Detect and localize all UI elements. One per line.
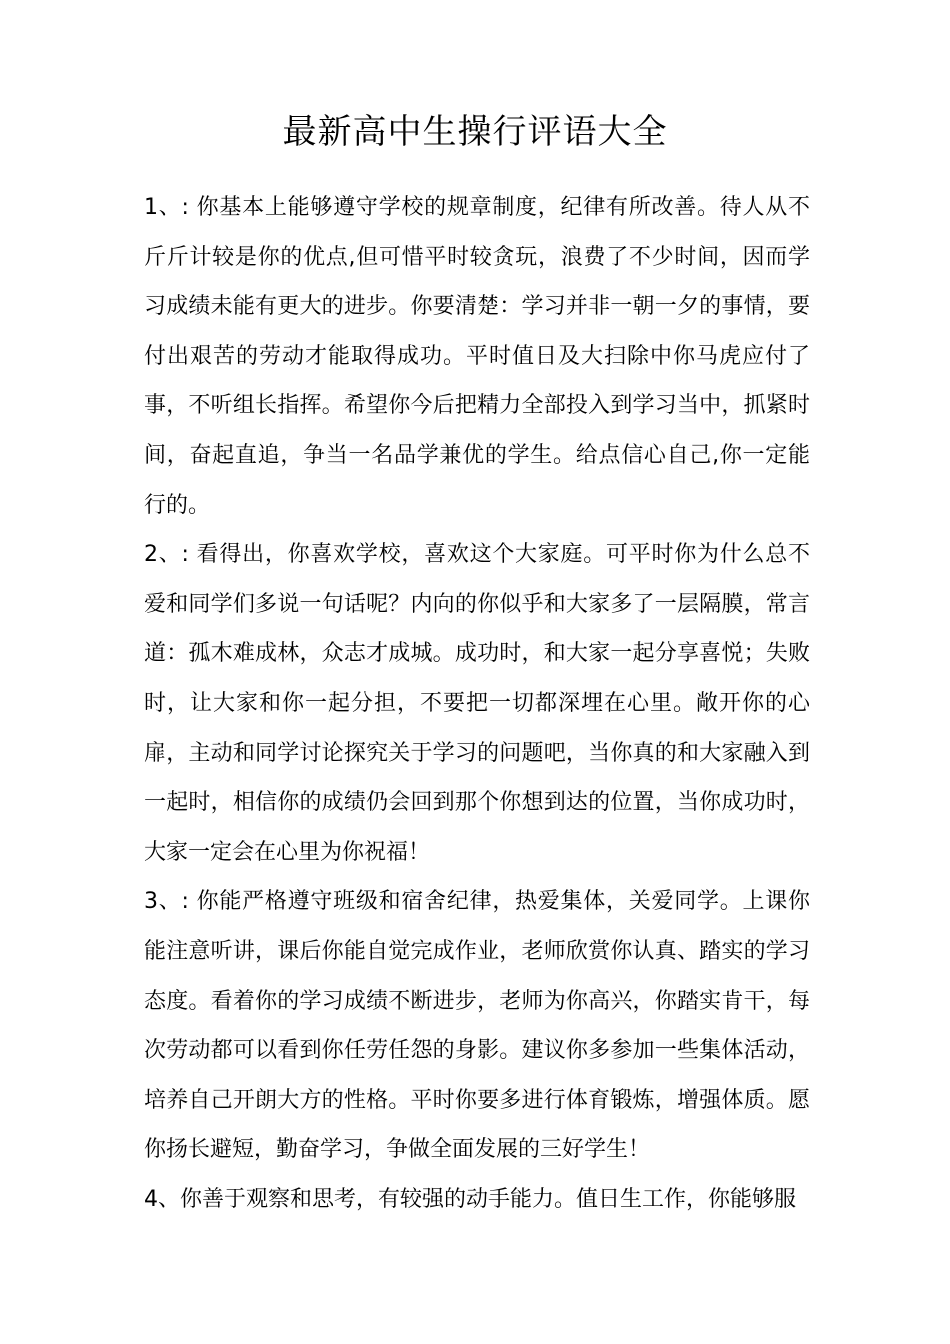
document-title: 最新高中生操行评语大全	[282, 112, 668, 152]
document-body	[144, 183, 810, 1224]
comment-paragraph-4: 4、你善于观察和思考，有较强的动手能力。值日生工作，你能够服	[144, 1186, 796, 1212]
comment-paragraph-2: 2、: 看得出，你喜欢学校，喜欢这个大家庭。可平时你为什么总不爱和同学们多说一句话呢？内向的你似乎和大家多了一层隔膜，常言道：孤木难成林，众志才成城。成功时，和大家一起分享喜悦；失败时，让大家和你一起分担，不要把一切都深埋在心里。敞开你的心扉，主动和同学讨论探究关于学习的问题吧，当你真的和大家融入到一起时，相信你的成绩仍会回到那个你想到达的位置，当你成功时，大家一定会在心里为你祝福！	[144, 542, 810, 865]
comment-paragraph-1: 1、: 你基本上能够遵守学校的规章制度，纪律有所改善。待人从不斤斤计较是你的优点,但可惜平时较贪玩，浪费了不少时间，因而学习成绩未能有更大的进步。你要清楚：学习并非一朝一夕的事情，要付出艰苦的劳动才能取得成功。平时值日及大扫除中你马虎应付了事，不听组长指挥。希望你今后把精力全部投入到学习当中，抓紧时间，奋起直追，争当一名品学兼优的学生。给点信心自己,你一定能行的。	[144, 195, 810, 518]
comment-paragraph-3: 3、: 你能严格遵守班级和宿舍纪律，热爱集体，关爱同学。上课你能注意听讲，课后你能自觉完成作业，老师欣赏你认真、踏实的学习态度。看着你的学习成绩不断进步，老师为你高兴，你踏实肯干，每次劳动都可以看到你任劳任怨的身影。建议你多参加一些集体活动，培养自己开朗大方的性格。平时你要多进行体育锻炼，增强体质。愿你扬长避短，勤奋学习，争做全面发展的三好学生！	[144, 889, 810, 1163]
